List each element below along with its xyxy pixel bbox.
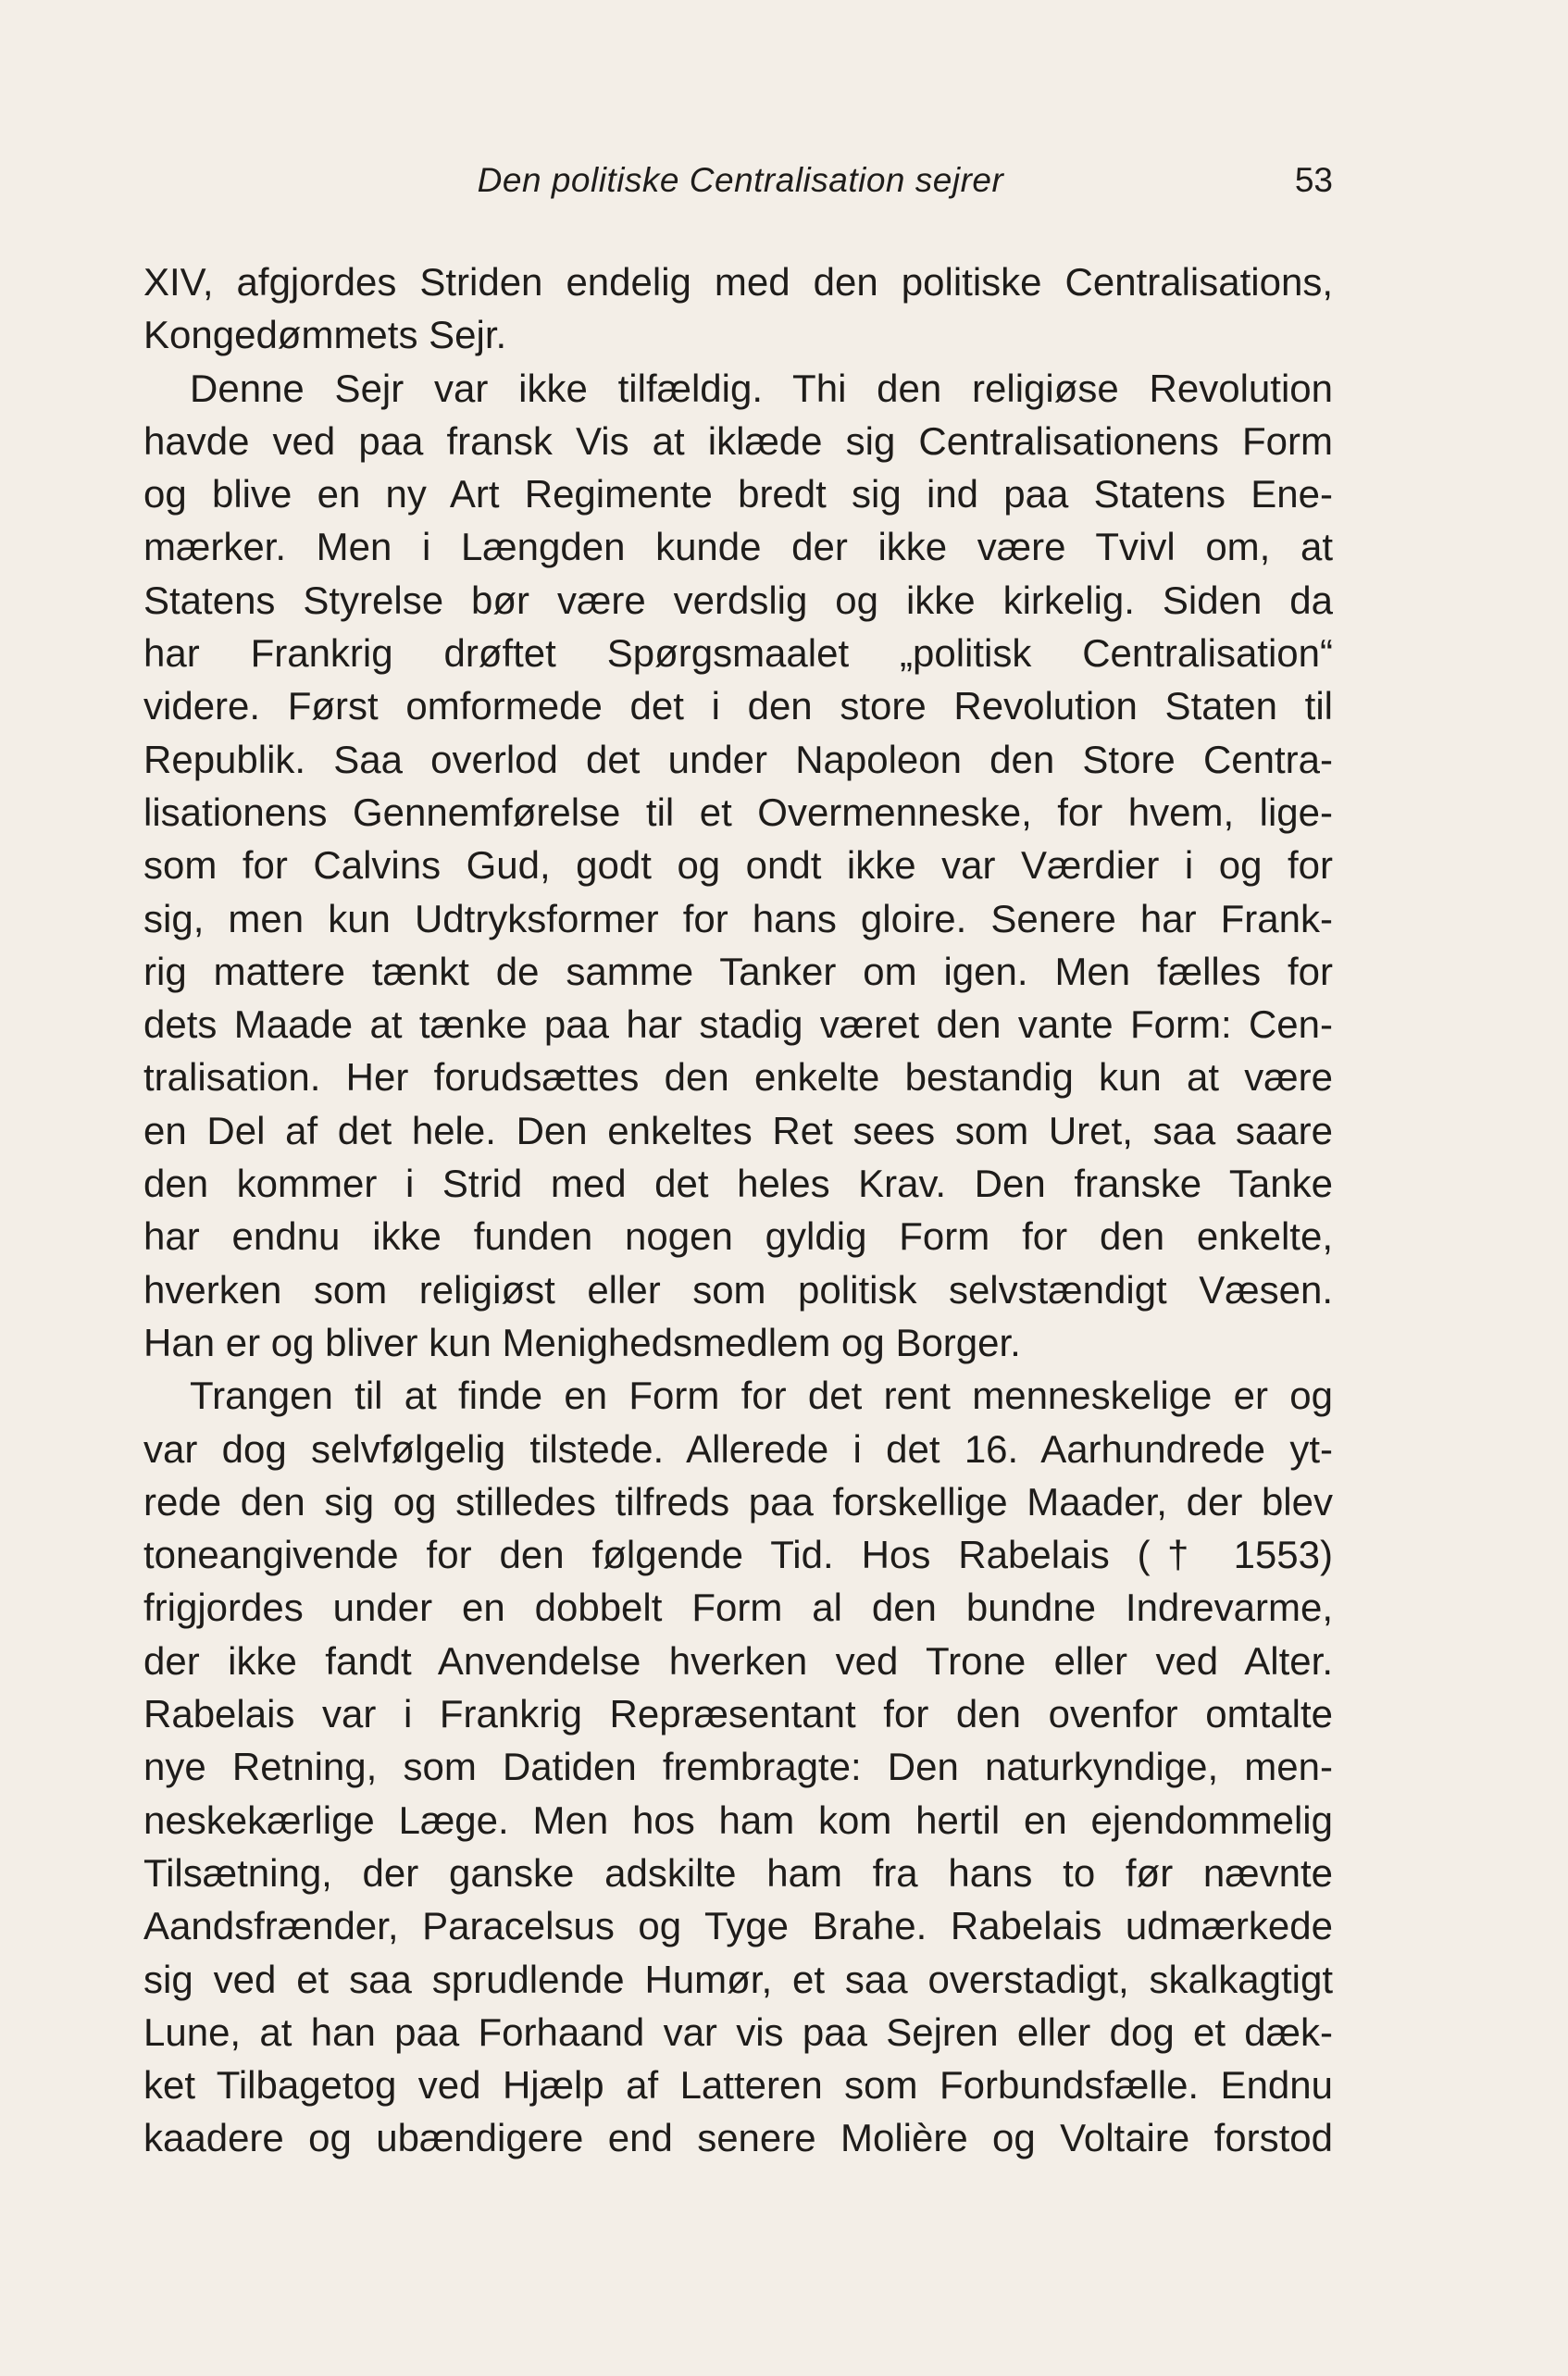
- text-line: var dog selvfølgelig tilstede. Allerede i det 16. Aarhundrede yt-: [143, 1426, 1333, 1471]
- text-line: Republik. Saa overlod det under Napoleon den Store Centra-: [143, 737, 1333, 781]
- text-line: Trangen til at finde en Form for det rent menneskelige er og: [190, 1374, 1333, 1418]
- text-line: Denne Sejr var ikke tilfældig. Thi den religiøse Revolution: [190, 366, 1333, 410]
- text-line: toneangivende for den følgende Tid. Hos Rabelais († 1553): [143, 1533, 1333, 1577]
- page-header: [148, 161, 1333, 217]
- text-line: der ikke fandt Anvendelse hverken ved Trone eller ved Alter.: [143, 1638, 1333, 1683]
- text-line: en Del af det hele. Den enkeltes Ret sees som Uret, saa saare: [143, 1108, 1333, 1152]
- text-line: Kongedømmets Sejr.: [143, 313, 507, 357]
- text-line: sig, men kun Udtryksformer for hans gloire. Senere har Frank-: [143, 896, 1333, 940]
- text-line: hverken som religiøst eller som politisk selvstændigt Væsen.: [143, 1267, 1333, 1312]
- text-line: Rabelais var i Frankrig Repræsentant for den ovenfor omtalte: [143, 1692, 1333, 1736]
- text-line: kaadere og ubændigere end senere Molière og Voltaire forstod: [143, 2116, 1333, 2160]
- text-line: og blive en ny Art Regimente bredt sig ind paa Statens Ene-: [143, 472, 1333, 516]
- text-line: dets Maade at tænke paa har stadig været den vante Form: Cen-: [143, 1002, 1333, 1047]
- text-line: den kommer i Strid med det heles Krav. Den franske Tanke: [143, 1162, 1333, 1206]
- text-line: har Frankrig drøftet Spørgsmaalet „politisk Centralisation“: [143, 631, 1333, 676]
- text-line: Tilsætning, der ganske adskilte ham fra hans to før nævnte: [143, 1850, 1333, 1895]
- text-line: tralisation. Her forudsættes den enkelte bestandig kun at være: [143, 1055, 1333, 1100]
- text-line: lisationens Gennemførelse til et Overmenneske, for hvem, lige-: [143, 790, 1333, 834]
- text-line: Han er og bliver kun Menighedsmedlem og Borger.: [143, 1320, 1021, 1364]
- text-line: sig ved et saa sprudlende Humør, et saa overstadigt, skalkagtigt: [143, 1957, 1333, 2001]
- text-line: ket Tilbagetog ved Hjælp af Latteren som Forbundsfælle. Endnu: [143, 2063, 1333, 2108]
- text-line: frigjordes under en dobbelt Form al den bundne Indrevarme,: [143, 1586, 1333, 1630]
- text-line: rig mattere tænkt de samme Tanker om igen. Men fælles for: [143, 949, 1333, 993]
- text-line: havde ved paa fransk Vis at iklæde sig Centralisationens Form: [143, 418, 1333, 463]
- text-line: videre. Først omformede det i den store Revolution Staten til: [143, 684, 1333, 728]
- body-text: [143, 255, 1333, 2165]
- text-line: som for Calvins Gud, godt og ondt ikke var Værdier i og for: [143, 843, 1333, 888]
- text-line: neskekærlige Læge. Men hos ham kom hertil en ejendommelig: [143, 1798, 1333, 1842]
- text-line: Statens Styrelse bør være verdslig og ikke kirkelig. Siden da: [143, 578, 1333, 622]
- running-title: Den politiske Centralisation sejrer: [477, 161, 1004, 199]
- text-line: Aandsfrænder, Paracelsus og Tyge Brahe. Rabelais udmærkede: [143, 1904, 1333, 1948]
- text-line: har endnu ikke funden nogen gyldig Form for den enkelte,: [143, 1214, 1333, 1259]
- text-line: XIV, afgjordes Striden endelig med den politiske Centralisations,: [143, 260, 1333, 304]
- text-line: Lune, at han paa Forhaand var vis paa Sejren eller dog et dæk-: [143, 2009, 1333, 2054]
- text-line: mærker. Men i Længden kunde der ikke være Tvivl om, at: [143, 525, 1333, 569]
- text-line: nye Retning, som Datiden frembragte: Den naturkyndige, men-: [143, 1745, 1333, 1789]
- page-number: 53: [1294, 161, 1333, 199]
- text-line: rede den sig og stilledes tilfreds paa forskellige Maader, der blev: [143, 1479, 1333, 1524]
